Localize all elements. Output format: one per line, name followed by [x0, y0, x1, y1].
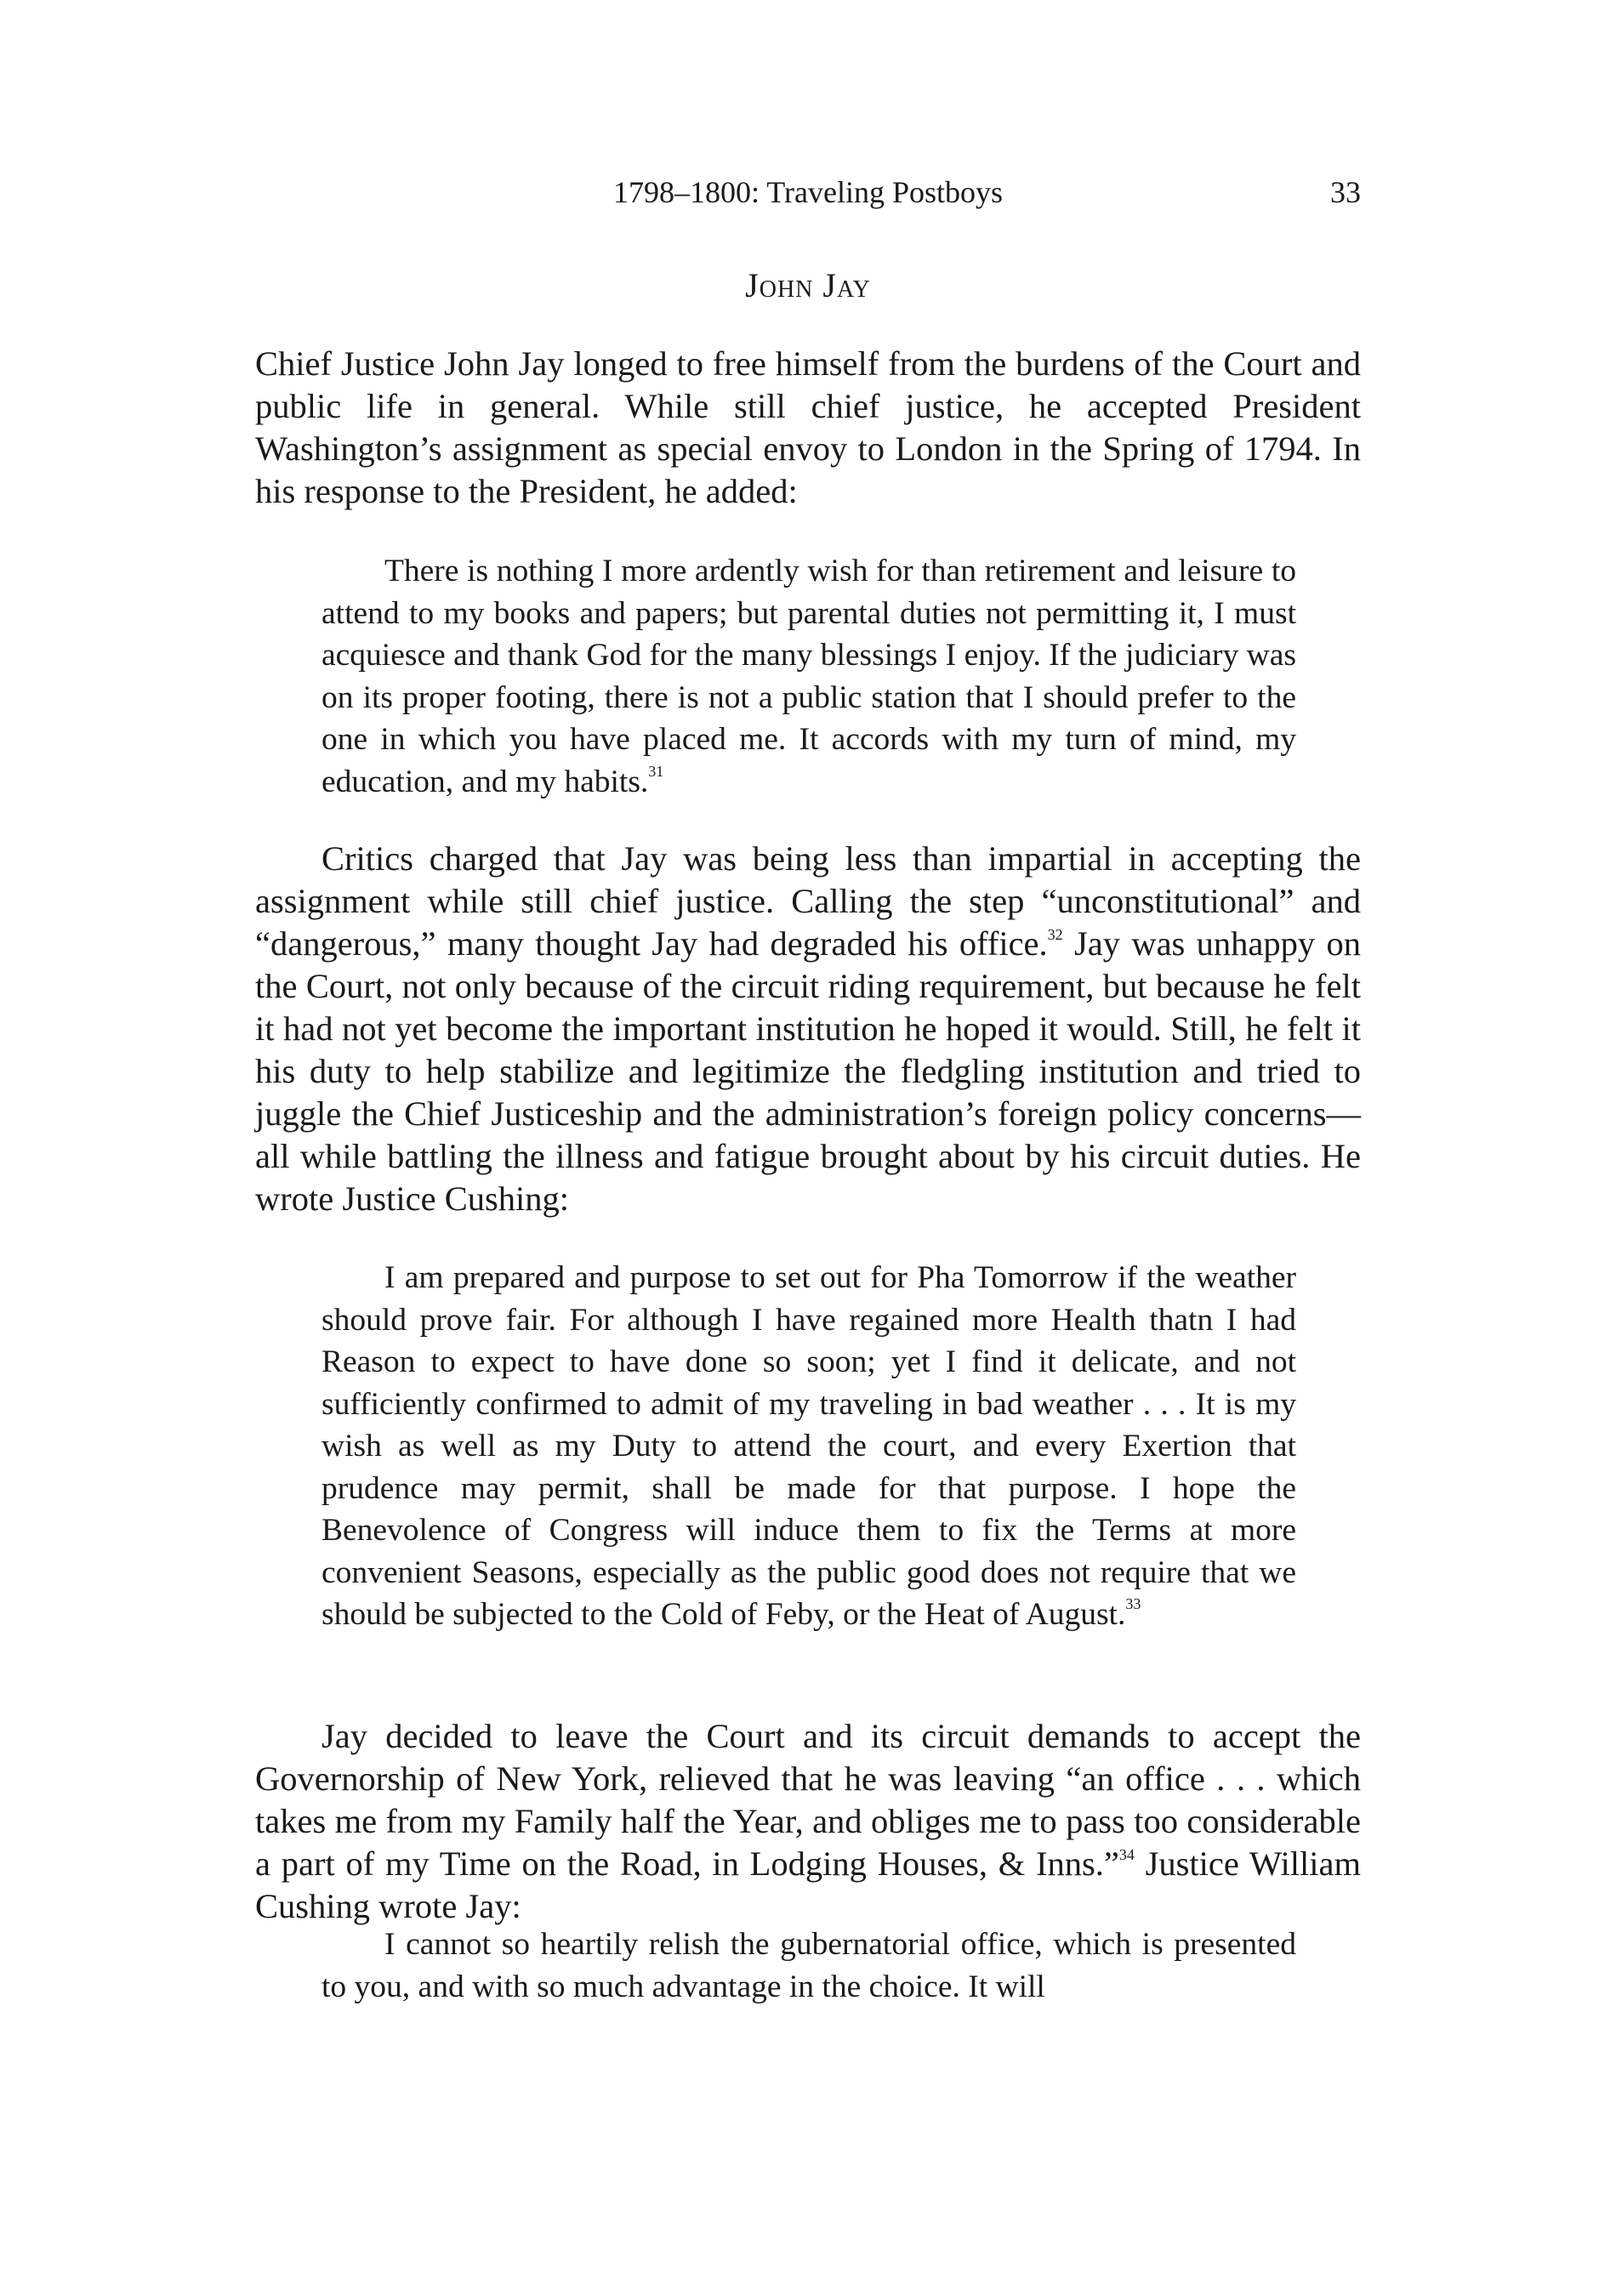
paragraph-text: Jay decided to leave the Court and its circuit demands to accept the Governorship of New York, relieved that he was leaving “an office . . . which takes me from my Family half the Year, and obliges me to pass too considerable a part of my Time on the Road, in Lodging Houses, & Inns.”	[255, 1717, 1361, 1883]
section-heading: John Jay	[745, 266, 871, 304]
running-head	[255, 174, 1361, 217]
quote-text: I am prepared and purpose to set out for Pha Tomorrow if the weather should prove fair. For although I have regained more Health thatn I had Reason to expect to have done so soon; yet I find it delicate, and not sufficiently confirmed to admit of my traveling in bad weather . . . It is my wish as well as my Duty to attend the court, and every Exertion that prudence may permit, shall be made for that purpose. I hope the Benevolence of Congress will induce them to fix the Terms at more convenient Seasons, especially as the public good does not require that we should be subjected to the Cold of Feby, or the Heat of August.	[321, 1260, 1296, 1632]
paragraph-text: Chief Justice John Jay longed to free himself from the burdens of the Court and public life in general. While still chief justice, he accepted President Washington’s assignment as special envoy to London in the Spring of 1794. In his response to the President, he added:	[255, 344, 1361, 510]
block-quote	[321, 1924, 1296, 2008]
body-paragraph	[255, 343, 1361, 513]
body-paragraph	[255, 1715, 1361, 1928]
footnote-ref: 34	[1118, 1846, 1135, 1863]
footnote-ref: 31	[648, 762, 664, 780]
paragraph-text: Critics charged that Jay was being less than impartial in accepting the assignment while still chief justice. Calling the step “unconstitutional” and “dangerous,” many thought Jay had degraded his office.	[255, 839, 1361, 963]
quote-text: There is nothing I more ardently wish for than retirement and leisure to attend to my books and papers; but parental duties not permitting it, I must acquiesce and thank God for the many blessings I enjoy. If the judiciary was on its proper footing, there is not a public station that I should prefer to the one in which you have placed me. It accords with my turn of mind, my education, and my habits.	[321, 554, 1296, 799]
quote-text: I cannot so heartily relish the gubernatorial office, which is presented to you, and with so much advantage in the choice. It will	[321, 1927, 1296, 2004]
paragraph-text: Justice William Cushing wrote Jay:	[255, 1844, 1361, 1925]
block-quote	[321, 1257, 1296, 1636]
paragraph-text: Jay was unhappy on the Court, not only because of the circuit riding requirement, but because he felt it had not yet become the important institution he hoped it would. Still, he felt it his duty to help stabilize and legitimize the fledgling institution and tried to juggle the Chief Justiceship and the administration’s foreign policy concerns—all while battling the illness and fatigue brought about by his circuit duties. He wrote Justice Cushing:	[255, 924, 1361, 1218]
block-quote	[321, 550, 1296, 803]
footnote-ref: 33	[1125, 1595, 1141, 1612]
body-paragraph	[255, 838, 1361, 1220]
footnote-ref: 32	[1047, 926, 1063, 943]
page-number: 33	[1330, 175, 1361, 209]
running-title: 1798–1800: Traveling Postboys	[612, 175, 1004, 209]
